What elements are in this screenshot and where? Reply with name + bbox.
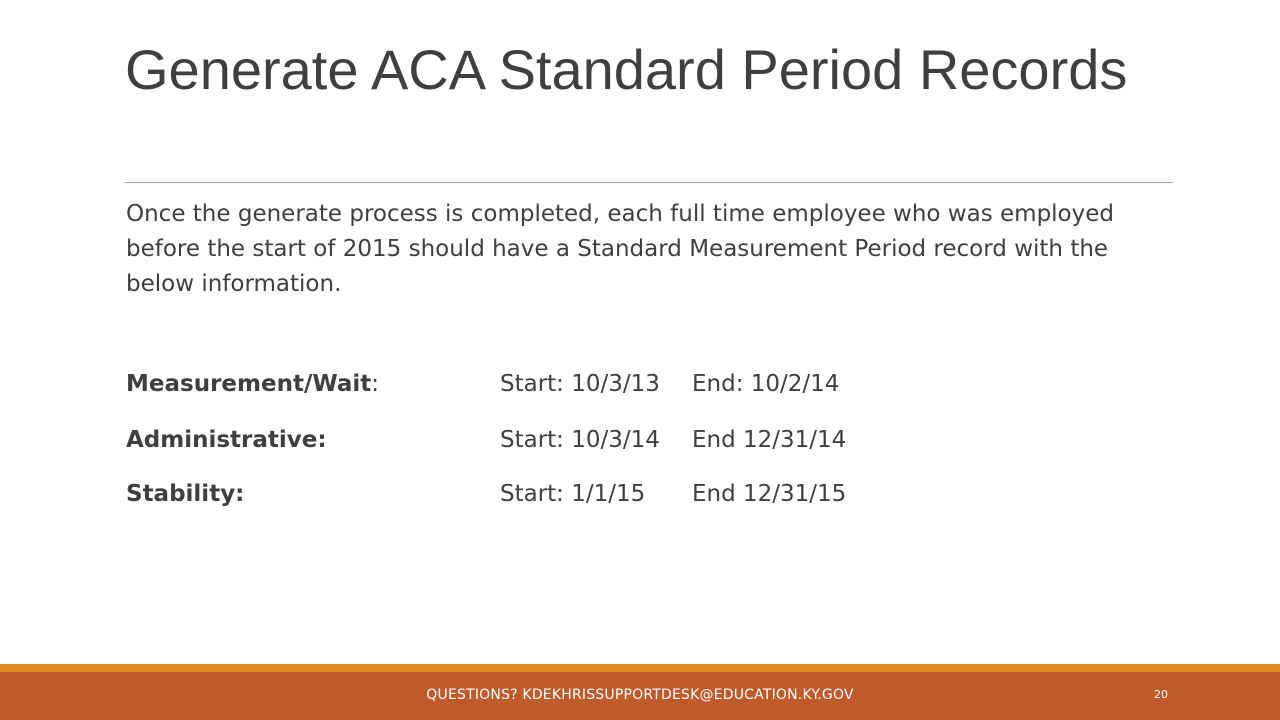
footer-contact-text: QUESTIONS? KDEKHRISSUPPORTDESK@EDUCATION.KY.GOV <box>426 687 854 703</box>
page-number: 20 <box>1154 688 1168 701</box>
period-end: End 12/31/14 <box>692 427 847 453</box>
period-end: End 12/31/15 <box>692 481 847 507</box>
footer-band <box>0 664 1280 720</box>
title-divider <box>125 182 1173 183</box>
period-label: Stability: <box>126 481 245 507</box>
period-label: Administrative: <box>126 427 327 453</box>
period-row-stability <box>126 477 1126 511</box>
period-label: Measurement/Wait: <box>126 371 380 397</box>
period-start: Start: 1/1/15 <box>500 481 646 507</box>
period-row-measurement-wait <box>126 367 1126 401</box>
footer-accent-stripe <box>0 664 1280 672</box>
period-start: Start: 10/3/14 <box>500 427 660 453</box>
body-paragraph: Once the generate process is completed, each full time employee who was employed before the start of 2015 should have a Standard Measurement Period record with the below information. <box>126 201 1114 297</box>
period-end: End: 10/2/14 <box>692 371 840 397</box>
slide-title: Generate ACA Standard Period Records <box>125 38 1128 101</box>
period-start: Start: 10/3/13 <box>500 371 660 397</box>
period-row-administrative <box>126 423 1126 457</box>
